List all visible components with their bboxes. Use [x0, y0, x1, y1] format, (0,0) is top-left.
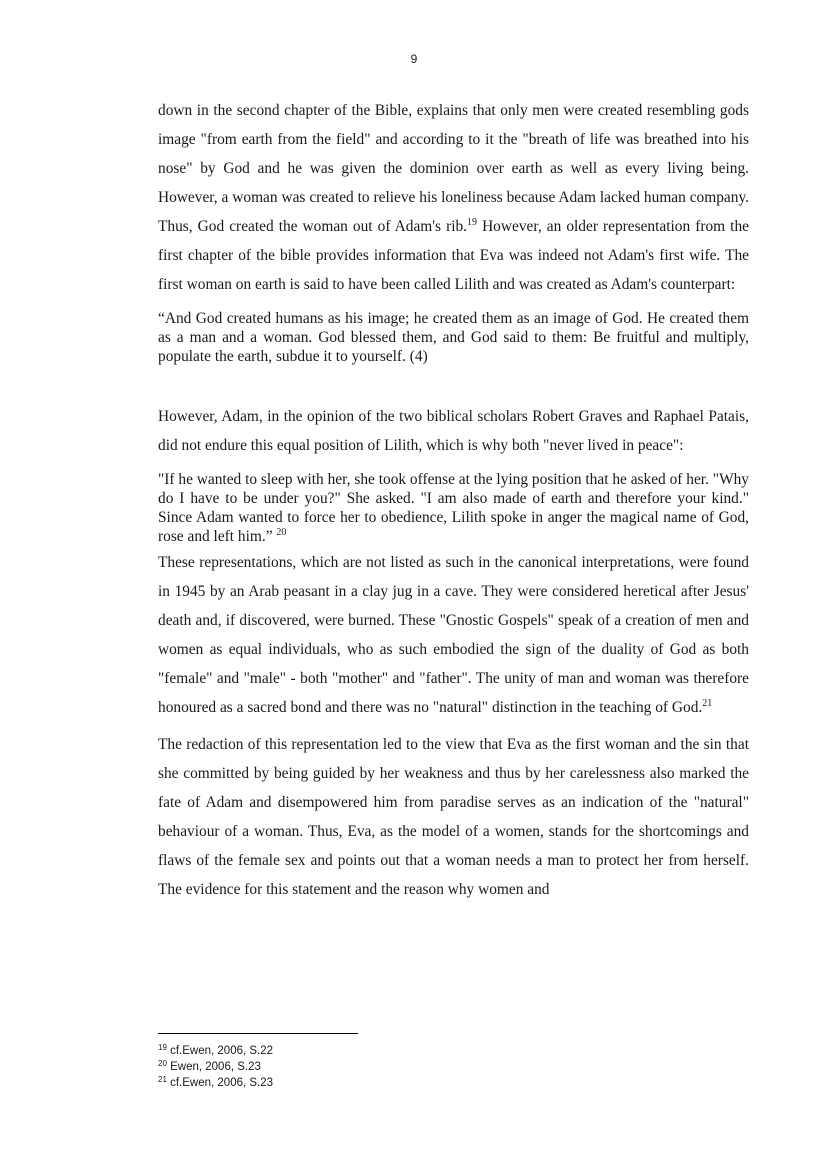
paragraph-text: These representations, which are not listed as such in the canonical interpretations, were found in 1945 by an Arab peasant in a clay jug in a cave. They were considered heretical after Jesus' death and, if discovered, were burned. These "Gnostic Gospels" speak of a creation of men and women as equal individuals, who as such embodied the sign of the duality of God as both "female" and "male" - both "mother" and "father". The unity of man and woman was therefore honoured as a sacred bond and there was no "natural" distinction in the teaching of God. — [158, 554, 749, 716]
footnote-ref-19: 19 — [467, 217, 478, 228]
footnote-text: cf.Ewen, 2006, S.22 — [166, 1045, 274, 1057]
paragraph-text: However, an older representation from the first chapter of the bible provides information that Eva was indeed not Adam's first wife. The first woman on earth is said to have been called Lilith and was created as Adam's counterpart: — [158, 218, 749, 293]
footnote-ref-20: 20 — [276, 527, 287, 538]
quote-text: "If he wanted to sleep with her, she took offense at the lying position that he asked of her. "Why do I have to be under you?" She asked. "I am also made of earth and therefore your kind." Since Adam wanted to force her to obedience, Lilith spoke in anger the magical name of God, rose and left him.” — [158, 471, 749, 545]
paragraph-text: The redaction of this representation led to the view that Eva as the first woman and the sin that she committed by being guided by her weakness and thus by her carelessness also marked the fate of Adam and disempowered him from paradise serves as an indication of the "natural" behaviour of a woman. Thus, Eva, as the model of a women, stands for the shortcomings and flaws of the female sex and points out that a woman needs a man to protect her from herself. The evidence for this statement and the reason why women and — [158, 736, 749, 898]
footnote-21 — [158, 1075, 273, 1091]
footnote-text: Ewen, 2006, S.23 — [166, 1061, 261, 1073]
paragraph-2 — [158, 402, 749, 460]
block-quote-1 — [158, 309, 749, 366]
quote-text: “And God created humans as his image; he created them as an image of God. He created them as a man and a woman. God blessed them, and God said to them: Be fruitful and multiply, populate the earth, subdue it to yourself. (4) — [158, 310, 749, 365]
footnotes — [158, 1043, 273, 1091]
document-body — [158, 96, 749, 904]
paragraph-text: However, Adam, in the opinion of the two biblical scholars Robert Graves and Raphael Patais, did not endure this equal position of Lilith, which is why both "never lived in peace": — [158, 408, 749, 454]
footnote-number: 21 — [158, 1075, 167, 1084]
paragraph-1 — [158, 96, 749, 299]
footnote-number: 20 — [158, 1059, 167, 1068]
block-quote-2 — [158, 470, 749, 546]
paragraph-3 — [158, 548, 749, 722]
footnote-divider — [158, 1033, 358, 1034]
footnote-number: 19 — [158, 1043, 167, 1052]
paragraph-text: down in the second chapter of the Bible, explains that only men were created resembling gods image "from earth from the field" and according to it the "breath of life was breathed into his nose" by God and he was given the dominion over earth as well as every living being. However, a woman was created to relieve his loneliness because Adam lacked human company. Thus, God created the woman out of Adam's rib. — [158, 102, 749, 235]
footnote-19 — [158, 1043, 273, 1059]
paragraph-4 — [158, 730, 749, 904]
footnote-ref-21: 21 — [702, 698, 713, 709]
footnote-20 — [158, 1059, 273, 1075]
page-number: 9 — [410, 52, 418, 66]
footnote-text: cf.Ewen, 2006, S.23 — [166, 1077, 274, 1089]
